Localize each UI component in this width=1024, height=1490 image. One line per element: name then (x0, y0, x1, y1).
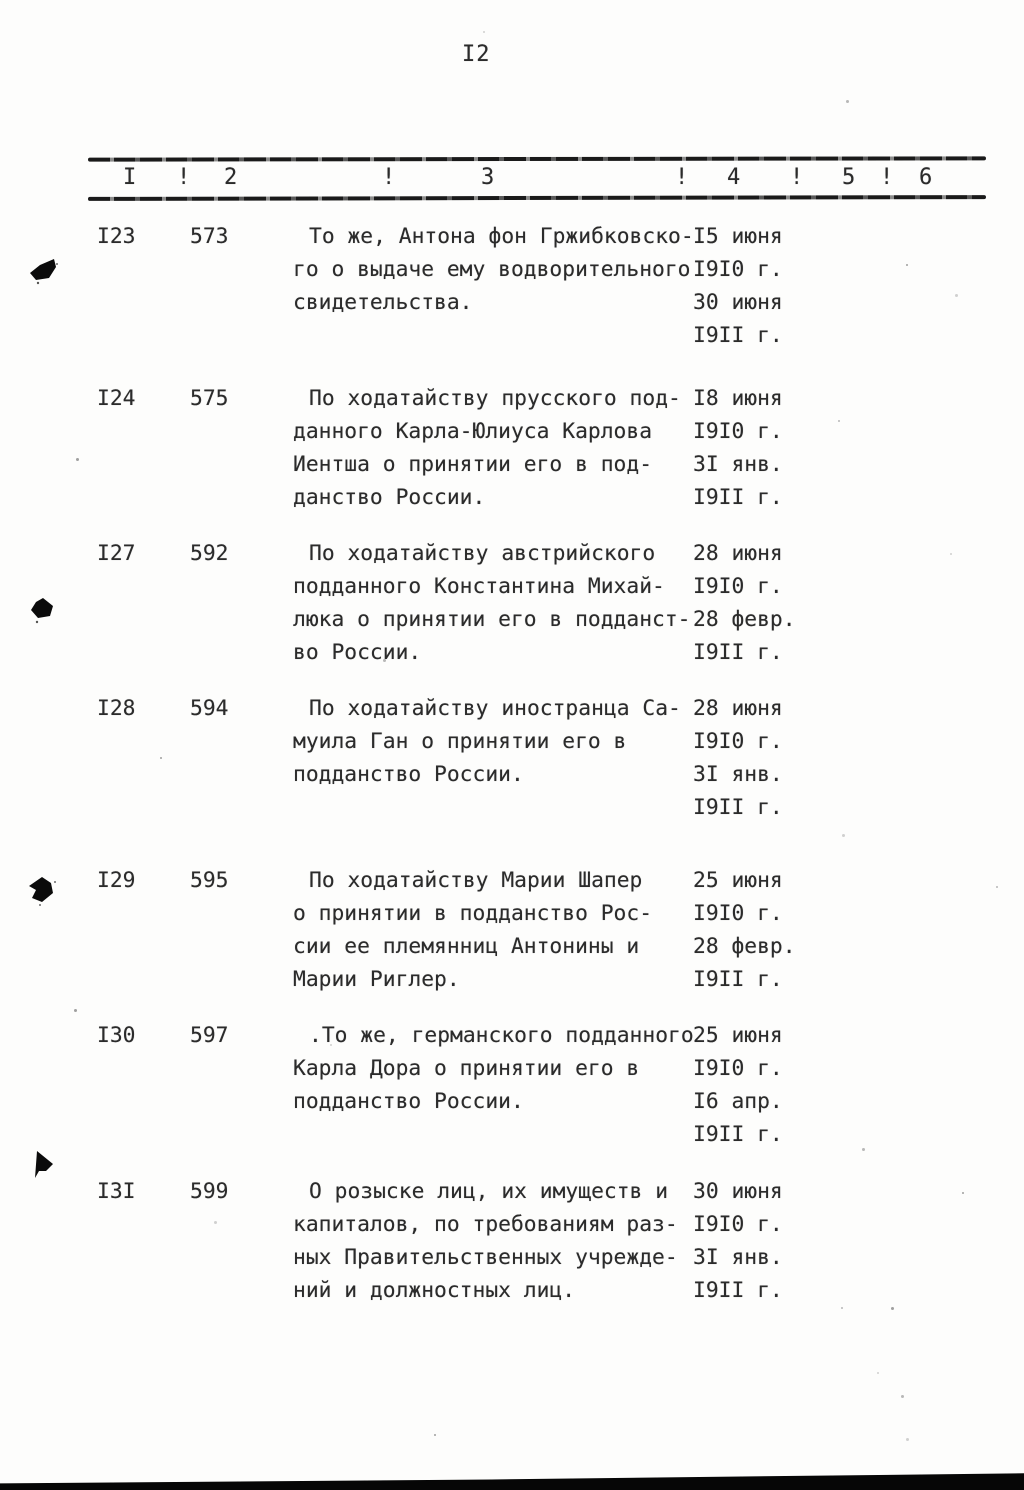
description-line: .То же, германского подданного (309, 1023, 694, 1048)
date-line: 25 июня (693, 1023, 783, 1048)
table-top-rule (88, 156, 986, 161)
column-header-I: I (123, 165, 137, 190)
entry-number: I30 (97, 1023, 136, 1048)
description-line: капиталов, по требованиям раз- (293, 1212, 678, 1237)
file-number: 595 (190, 868, 229, 893)
case-description (293, 382, 723, 514)
file-number: 592 (190, 541, 229, 566)
case-dates (693, 692, 813, 824)
scan-speck (841, 1307, 843, 1309)
entry-number: I24 (97, 386, 136, 411)
description-line: Марии Риглер. (293, 967, 460, 992)
entry-number: I3I (97, 1179, 136, 1204)
description-line: ных Правительственных учрежде- (293, 1245, 678, 1270)
case-description (293, 1019, 723, 1118)
scan-speck (76, 458, 79, 461)
description-line: люка о принятии его в подданст- (293, 607, 691, 632)
scan-speck (214, 1221, 217, 1224)
date-line: I9II г. (693, 323, 783, 348)
file-number: 594 (190, 696, 229, 721)
column-header-3: 3 (481, 165, 495, 190)
date-line: I9II г. (693, 795, 783, 820)
description-line: То же, Антона фон Гржибковско- (309, 224, 694, 249)
description-line: подданство России. (293, 1089, 524, 1114)
date-line: I8 июня (693, 386, 783, 411)
scan-speck (160, 757, 162, 759)
date-line: I5 июня (693, 224, 783, 249)
date-line: I9II г. (693, 485, 783, 510)
entry-number: I29 (97, 868, 136, 893)
column-separator: ! (675, 165, 689, 190)
scan-speck (955, 294, 958, 297)
case-description (293, 692, 723, 791)
column-separator: ! (382, 165, 396, 190)
case-description (293, 537, 723, 669)
date-line: I9I0 г. (693, 257, 783, 282)
file-number: 599 (190, 1179, 229, 1204)
case-description (293, 1175, 723, 1307)
description-line: го о выдаче ему водворительного (293, 257, 691, 282)
page-number: I2 (462, 42, 491, 67)
case-dates (693, 1019, 813, 1151)
date-line: I9II г. (693, 1278, 783, 1303)
ink-blot (32, 1148, 58, 1182)
description-line: О розыске лиц, их имуществ и (309, 1179, 669, 1204)
date-line: I9I0 г. (693, 574, 783, 599)
column-header-5: 5 (842, 165, 856, 190)
description-line: муила Ган о принятии его в (293, 729, 627, 754)
date-line: I9I0 г. (693, 419, 783, 444)
entry-number: I27 (97, 541, 136, 566)
scan-speck (846, 100, 849, 103)
date-line: 25 июня (693, 868, 783, 893)
date-line: 3I янв. (693, 1245, 783, 1270)
scan-speck (962, 1192, 964, 1194)
description-line: По ходатайству иностранца Са- (309, 696, 681, 721)
description-line: о принятии в подданство Рос- (293, 901, 653, 926)
table-header-rule (88, 195, 986, 201)
description-line: По ходатайству прусского под- (309, 386, 681, 411)
case-description (293, 864, 723, 996)
date-line: I9II г. (693, 967, 783, 992)
scan-speck (838, 420, 840, 422)
date-line: I9I0 г. (693, 901, 783, 926)
scan-speck (434, 1434, 436, 1436)
date-line: 28 февр. (693, 607, 796, 632)
date-line: I9II г. (693, 640, 783, 665)
scan-speck (906, 1438, 909, 1441)
case-description (293, 220, 723, 319)
scan-speck (383, 659, 386, 662)
file-number: 597 (190, 1023, 229, 1048)
date-line: 28 февр. (693, 934, 796, 959)
scan-speck (950, 553, 952, 555)
entry-number: I23 (97, 224, 136, 249)
description-line: ний и должностных лиц. (293, 1278, 576, 1303)
scan-speck (891, 1307, 894, 1310)
scan-speck (330, 1044, 332, 1046)
scan-speck (877, 1372, 879, 1374)
description-line: подданство России. (293, 762, 524, 787)
date-line: I9II г. (693, 1122, 783, 1147)
column-separator: ! (880, 165, 894, 190)
file-number: 573 (190, 224, 229, 249)
case-dates (693, 537, 813, 669)
date-line: 3I янв. (693, 762, 783, 787)
date-line: I6 апр. (693, 1089, 783, 1114)
date-line: I9I0 г. (693, 1056, 783, 1081)
scan-speck (483, 31, 485, 33)
scan-speck (996, 886, 998, 888)
case-dates (693, 382, 813, 514)
scan-speck (906, 264, 908, 266)
column-separator: ! (177, 165, 191, 190)
date-line: 30 июня (693, 1179, 783, 1204)
case-dates (693, 864, 813, 996)
description-line: сии ее племянниц Антонины и (293, 934, 640, 959)
column-header-2: 2 (224, 165, 238, 190)
ink-blot (24, 874, 58, 908)
column-header-6: 6 (919, 165, 933, 190)
scan-speck (862, 1148, 865, 1151)
date-line: I9I0 г. (693, 1212, 783, 1237)
date-line: 28 июня (693, 541, 783, 566)
date-line: 30 июня (693, 290, 783, 315)
description-line: По ходатайству австрийского (309, 541, 656, 566)
description-line: данного Карла-Юлиуса Карлова (293, 419, 653, 444)
ink-blot (28, 596, 58, 626)
description-line: Иентша о принятии его в под- (293, 452, 653, 477)
scan-speck (842, 834, 845, 837)
description-line: данство России. (293, 485, 486, 510)
ink-blot (24, 256, 60, 286)
scan-edge-artifact (0, 1468, 1024, 1490)
scan-speck (901, 1395, 904, 1398)
case-dates (693, 1175, 813, 1307)
file-number: 575 (190, 386, 229, 411)
scan-speck (74, 1009, 77, 1012)
description-line: Карла Дора о принятии его в (293, 1056, 640, 1081)
date-line: 28 июня (693, 696, 783, 721)
description-line: подданного Константина Михай- (293, 574, 665, 599)
case-dates (693, 220, 813, 352)
entry-number: I28 (97, 696, 136, 721)
date-line: I9I0 г. (693, 729, 783, 754)
description-line: По ходатайству Марии Шапер (309, 868, 643, 893)
date-line: 3I янв. (693, 452, 783, 477)
description-line: во России. (293, 640, 422, 665)
column-header-4: 4 (727, 165, 741, 190)
column-separator: ! (790, 165, 804, 190)
description-line: свидетельства. (293, 290, 473, 315)
